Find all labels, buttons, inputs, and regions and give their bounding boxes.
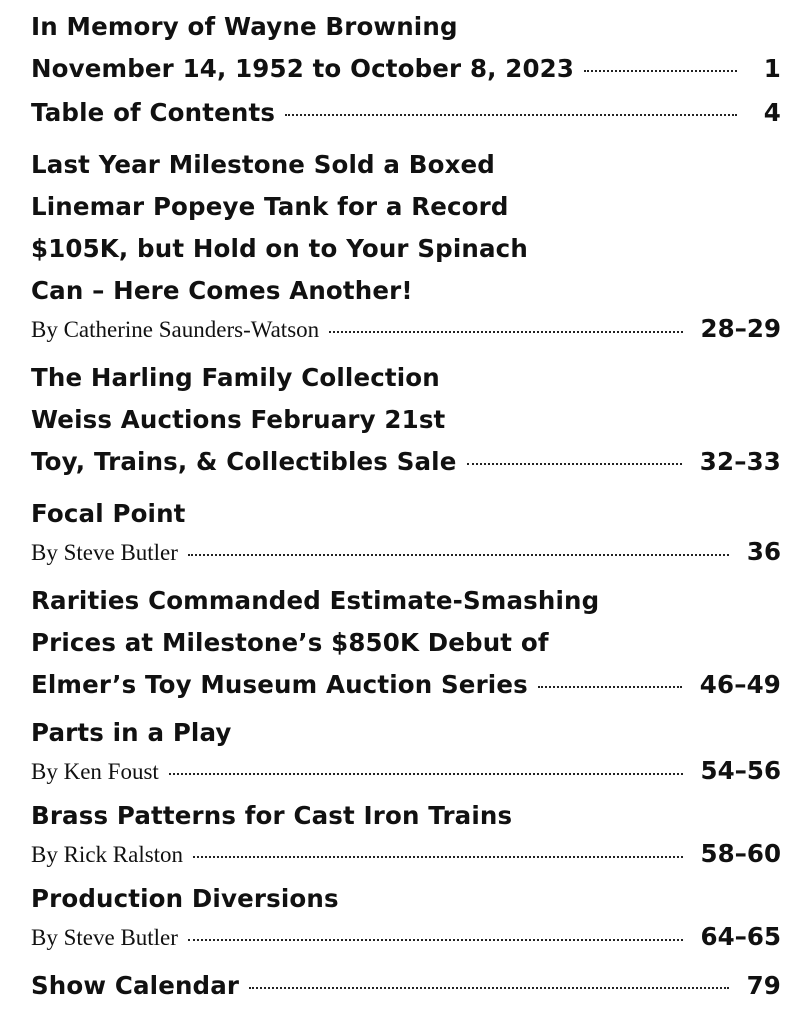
entry-byline: By Steve Butler	[31, 925, 178, 950]
page-number: 58–60	[700, 839, 781, 868]
dot-leader	[249, 987, 728, 989]
page-number: 4	[763, 98, 781, 127]
entry-title-line: Prices at Milestone’s $850K Debut of	[31, 628, 549, 657]
entry-title-line: Parts in a Play	[31, 718, 232, 747]
dot-leader	[538, 686, 682, 688]
entry-title-line: Table of Contents	[31, 98, 276, 127]
entry-title-line: Can – Here Comes Another!	[31, 276, 413, 305]
entry-byline-row	[31, 837, 781, 872]
entry-leader-line	[31, 48, 781, 90]
entry-byline-row	[31, 920, 781, 955]
entry-leader-line	[31, 92, 781, 134]
entry-leader-line	[31, 965, 781, 1007]
page-number: 79	[746, 971, 781, 1000]
entry-title-line: Elmer’s Toy Museum Auction Series	[31, 670, 528, 699]
entry-title-line: Brass Patterns for Cast Iron Trains	[31, 801, 513, 830]
toc-entry-table-of-contents[interactable]	[31, 92, 781, 134]
page-number: 46–49	[699, 670, 781, 699]
page-number: 54–56	[700, 756, 781, 785]
page-number: 64–65	[700, 922, 781, 951]
toc-entry-show-calendar[interactable]	[31, 965, 781, 1007]
entry-title-line: Weiss Auctions February 21st	[31, 405, 446, 434]
toc-entry-parts-in-a-play[interactable]	[31, 712, 781, 789]
entry-title-line: The Harling Family Collection	[31, 363, 440, 392]
table-of-contents	[31, 0, 781, 1007]
dot-leader	[188, 554, 729, 556]
dot-leader	[329, 331, 682, 333]
page-number: 32–33	[699, 447, 781, 476]
entry-leader-line	[31, 664, 781, 706]
entry-title-line: Focal Point	[31, 499, 186, 528]
entry-byline: By Steve Butler	[31, 540, 178, 565]
toc-entry-harling-collection[interactable]	[31, 357, 781, 483]
entry-leader-line	[31, 441, 781, 483]
toc-entry-elmers-toy-museum[interactable]	[31, 580, 781, 706]
entry-title-line: Toy, Trains, & Collectibles Sale	[31, 447, 457, 476]
dot-leader	[193, 856, 682, 858]
dot-leader	[467, 463, 682, 465]
entry-byline: By Catherine Saunders-Watson	[31, 317, 320, 342]
entry-title-line: Last Year Milestone Sold a Boxed	[31, 150, 495, 179]
toc-entry-in-memory[interactable]	[31, 6, 781, 90]
entry-title-line: $105K, but Hold on to Your Spinach	[31, 234, 528, 263]
entry-byline: By Rick Ralston	[31, 842, 184, 867]
dot-leader	[169, 773, 683, 775]
entry-byline-row	[31, 754, 781, 789]
toc-entry-popeye-tank[interactable]	[31, 144, 781, 347]
entry-title-line: Rarities Commanded Estimate-Smashing	[31, 586, 600, 615]
entry-title-line: Production Diversions	[31, 884, 339, 913]
toc-entry-production-diversions[interactable]	[31, 878, 781, 955]
entry-title-line: Show Calendar	[31, 971, 240, 1000]
dot-leader	[285, 114, 737, 116]
entry-byline-row	[31, 312, 781, 347]
dot-leader	[584, 70, 737, 72]
page-number: 1	[763, 54, 781, 83]
dot-leader	[188, 939, 683, 941]
entry-byline: By Ken Foust	[31, 759, 159, 784]
entry-title-line: November 14, 1952 to October 8, 2023	[31, 54, 575, 83]
entry-title-line: Linemar Popeye Tank for a Record	[31, 192, 509, 221]
page-number: 36	[746, 537, 781, 566]
entry-title-line: In Memory of Wayne Browning	[31, 12, 458, 41]
toc-entry-focal-point[interactable]	[31, 493, 781, 570]
entry-byline-row	[31, 535, 781, 570]
page-number: 28–29	[700, 314, 781, 343]
toc-entry-brass-patterns[interactable]	[31, 795, 781, 872]
